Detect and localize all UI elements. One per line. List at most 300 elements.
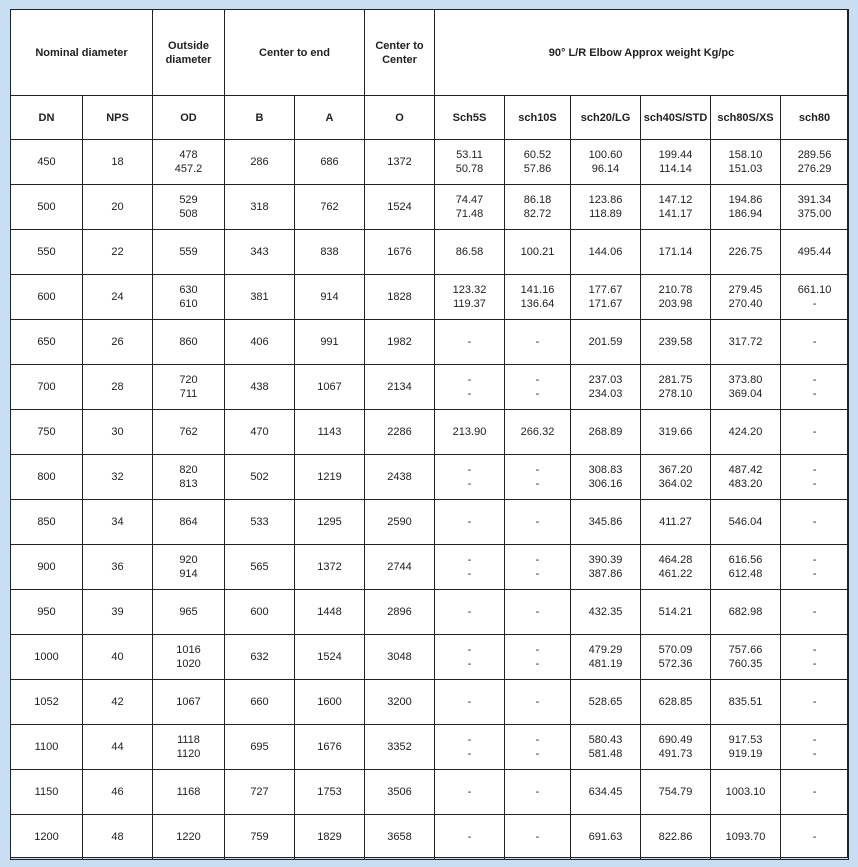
cell-nps: 46 [83, 770, 153, 815]
table-row [11, 635, 849, 680]
cell-value: 690.49 [658, 734, 693, 746]
cell-s40 [641, 140, 711, 185]
cell-value: 71.48 [455, 208, 484, 220]
cell-a: 1295 [295, 500, 365, 545]
elbow-weight-table [10, 9, 849, 860]
cell-value: - [812, 516, 817, 528]
cell-value: 481.19 [588, 658, 623, 670]
table-row [11, 320, 849, 365]
cell-value: - [535, 554, 540, 566]
cell-value: 1220 [176, 831, 201, 843]
col-header-b: B [225, 96, 295, 140]
cell-value: - [812, 606, 817, 618]
cell-od [153, 500, 225, 545]
cell-od [153, 320, 225, 365]
cell-value: - [812, 658, 817, 670]
cell-s10 [505, 680, 571, 725]
cell-nps: 44 [83, 725, 153, 770]
cell-value: 199.44 [658, 149, 693, 161]
cell-value: 369.04 [728, 388, 763, 400]
cell-o: 3658 [365, 815, 435, 860]
cell-value: 616.56 [728, 554, 763, 566]
cell-b: 660 [225, 680, 295, 725]
cell-value: 1020 [176, 658, 201, 670]
cell-dn: 600 [11, 275, 83, 320]
cell-s5 [435, 365, 505, 410]
cell-a: 1524 [295, 635, 365, 680]
cell-value: 171.67 [588, 298, 623, 310]
cell-value: 86.18 [523, 194, 552, 206]
cell-value: 461.22 [658, 568, 693, 580]
cell-s5 [435, 320, 505, 365]
cell-value: - [812, 478, 817, 490]
cell-a: 1143 [295, 410, 365, 455]
cell-value: - [535, 568, 540, 580]
cell-value: - [467, 644, 472, 656]
cell-value: 281.75 [658, 374, 693, 386]
cell-od [153, 410, 225, 455]
cell-s80 [781, 275, 849, 320]
cell-s40 [641, 770, 711, 815]
cell-s10 [505, 140, 571, 185]
cell-s80s [711, 500, 781, 545]
cell-value: 820 [179, 464, 198, 476]
cell-value: 234.03 [588, 388, 623, 400]
cell-o: 3506 [365, 770, 435, 815]
cell-value: 822.86 [658, 831, 693, 843]
cell-value: - [467, 748, 472, 760]
cell-value: 266.32 [520, 426, 555, 438]
weight-title-header: 90° L/R Elbow Approx weight Kg/pc [435, 10, 849, 96]
cell-value: 1168 [176, 786, 201, 798]
cell-s5 [435, 275, 505, 320]
cell-value: 572.36 [658, 658, 693, 670]
cell-od [153, 545, 225, 590]
cell-a: 1067 [295, 365, 365, 410]
cell-od [153, 185, 225, 230]
cell-od [153, 635, 225, 680]
cell-value: - [535, 478, 540, 490]
cell-a: 1676 [295, 725, 365, 770]
cell-dn: 1052 [11, 680, 83, 725]
cell-nps: 48 [83, 815, 153, 860]
cell-value: - [812, 748, 817, 760]
cell-value: 483.20 [728, 478, 763, 490]
cell-s20 [571, 140, 641, 185]
cell-s20 [571, 635, 641, 680]
cell-dn: 1100 [11, 725, 83, 770]
cell-value: 171.14 [658, 246, 693, 258]
cell-value: - [467, 734, 472, 746]
cell-value: 118.89 [589, 208, 622, 220]
cell-s40 [641, 320, 711, 365]
cell-s10 [505, 230, 571, 275]
cell-s80s [711, 230, 781, 275]
cell-nps: 30 [83, 410, 153, 455]
cell-o: 2590 [365, 500, 435, 545]
cell-value: 610 [179, 298, 198, 310]
cell-value: - [535, 374, 540, 386]
cell-value: - [535, 336, 540, 348]
cell-s80 [781, 770, 849, 815]
cell-value: 864 [179, 516, 198, 528]
cell-b: 318 [225, 185, 295, 230]
cell-value: - [467, 696, 472, 708]
cell-s80s [711, 455, 781, 500]
table-row [11, 365, 849, 410]
cell-s20 [571, 455, 641, 500]
cell-dn: 500 [11, 185, 83, 230]
cell-value: - [467, 516, 472, 528]
cell-s10 [505, 185, 571, 230]
cell-dn: 900 [11, 545, 83, 590]
cell-value: 491.73 [658, 748, 693, 760]
cell-nps: 32 [83, 455, 153, 500]
cell-a: 1829 [295, 815, 365, 860]
cell-s80s [711, 410, 781, 455]
cell-s80s [711, 680, 781, 725]
cell-value: 528.65 [588, 696, 623, 708]
cell-value: - [812, 831, 817, 843]
cell-s80 [781, 455, 849, 500]
cell-s80s [711, 140, 781, 185]
cell-s80s [711, 275, 781, 320]
cell-nps: 20 [83, 185, 153, 230]
cell-s20 [571, 815, 641, 860]
cell-value: 581.48 [588, 748, 623, 760]
cell-value: - [467, 568, 472, 580]
cell-value: 367.20 [658, 464, 693, 476]
cell-s80 [781, 140, 849, 185]
cell-value: 464.28 [658, 554, 693, 566]
cell-value: - [535, 464, 540, 476]
cell-value: 96.14 [591, 163, 620, 175]
cell-dn: 700 [11, 365, 83, 410]
cell-s40 [641, 185, 711, 230]
cell-s5 [435, 815, 505, 860]
cell-o: 3352 [365, 725, 435, 770]
cell-s10 [505, 545, 571, 590]
cell-value: 919.19 [728, 748, 763, 760]
cell-value: 479.29 [588, 644, 623, 656]
cell-value: - [535, 831, 540, 843]
col-header-a: A [295, 96, 365, 140]
cell-value: 210.78 [658, 284, 693, 296]
cell-value: 580.43 [588, 734, 623, 746]
cell-od [153, 230, 225, 275]
cell-value: 239.58 [658, 336, 693, 348]
cell-nps: 28 [83, 365, 153, 410]
cell-s80 [781, 815, 849, 860]
cell-value: 270.40 [728, 298, 763, 310]
cell-s20 [571, 320, 641, 365]
outside-diameter-header: Outside diameter [153, 10, 225, 96]
cell-dn: 850 [11, 500, 83, 545]
table-row [11, 410, 849, 455]
cell-value: 276.29 [797, 163, 832, 175]
col-header-sch80s: sch80S/XS [711, 96, 781, 140]
cell-a: 914 [295, 275, 365, 320]
cell-value: - [467, 786, 472, 798]
cell-s80s [711, 545, 781, 590]
cell-value: 100.21 [520, 246, 555, 258]
cell-value: - [812, 644, 817, 656]
cell-o: 1828 [365, 275, 435, 320]
cell-value: - [467, 388, 472, 400]
cell-value: 308.83 [588, 464, 623, 476]
cell-od [153, 275, 225, 320]
cell-value: 86.58 [455, 246, 484, 258]
cell-value: - [535, 658, 540, 670]
cell-value: 375.00 [797, 208, 832, 220]
cell-value: - [467, 554, 472, 566]
cell-value: 432.35 [588, 606, 623, 618]
cell-value: 1118 [177, 734, 200, 746]
cell-value: 965 [179, 606, 198, 618]
cell-s40 [641, 635, 711, 680]
cell-value: 194.86 [728, 194, 763, 206]
cell-value: - [467, 831, 472, 843]
col-header-sch5s: Sch5S [435, 96, 505, 140]
col-header-o: O [365, 96, 435, 140]
cell-s40 [641, 230, 711, 275]
cell-value: 546.04 [728, 516, 763, 528]
cell-s80 [781, 365, 849, 410]
cell-nps: 18 [83, 140, 153, 185]
cell-s40 [641, 500, 711, 545]
cell-s10 [505, 455, 571, 500]
cell-od [153, 590, 225, 635]
cell-value: 559 [179, 246, 198, 258]
cell-value: 123.32 [452, 284, 487, 296]
cell-o: 1372 [365, 140, 435, 185]
center-to-end-header: Center to end [225, 10, 365, 96]
cell-s10 [505, 365, 571, 410]
cell-od [153, 680, 225, 725]
cell-s20 [571, 275, 641, 320]
cell-value: 82.72 [523, 208, 552, 220]
cell-s10 [505, 410, 571, 455]
cell-o: 1982 [365, 320, 435, 365]
cell-value: 319.66 [658, 426, 693, 438]
cell-o: 2438 [365, 455, 435, 500]
cell-dn: 650 [11, 320, 83, 365]
cell-s80s [711, 365, 781, 410]
cell-s40 [641, 455, 711, 500]
cell-s5 [435, 680, 505, 725]
cell-s10 [505, 815, 571, 860]
cell-s5 [435, 635, 505, 680]
cell-value: 144.06 [588, 246, 623, 258]
cell-s5 [435, 770, 505, 815]
cell-value: 119.37 [453, 298, 486, 310]
cell-o: 1676 [365, 230, 435, 275]
cell-s80 [781, 320, 849, 365]
cell-value: - [812, 426, 817, 438]
cell-value: 920 [179, 554, 198, 566]
cell-value: - [467, 478, 472, 490]
header-row-columns [11, 96, 849, 140]
cell-value: 213.90 [452, 426, 487, 438]
cell-dn: 950 [11, 590, 83, 635]
cell-s80 [781, 500, 849, 545]
cell-nps: 42 [83, 680, 153, 725]
cell-value: 50.78 [455, 163, 484, 175]
cell-a: 1448 [295, 590, 365, 635]
cell-b: 438 [225, 365, 295, 410]
cell-o: 2744 [365, 545, 435, 590]
cell-s80s [711, 815, 781, 860]
cell-b: 286 [225, 140, 295, 185]
cell-value: 141.16 [520, 284, 555, 296]
cell-a: 1600 [295, 680, 365, 725]
cell-value: - [467, 464, 472, 476]
cell-b: 565 [225, 545, 295, 590]
cell-value: 1067 [176, 696, 201, 708]
cell-value: 661.10 [797, 284, 832, 296]
cell-o: 2286 [365, 410, 435, 455]
cell-s20 [571, 725, 641, 770]
cell-value: - [812, 374, 817, 386]
cell-value: 860 [179, 336, 198, 348]
table-row [11, 500, 849, 545]
table-frame [10, 9, 848, 858]
cell-b: 600 [225, 590, 295, 635]
cell-value: 424.20 [728, 426, 763, 438]
table-row [11, 230, 849, 275]
cell-s20 [571, 410, 641, 455]
cell-b: 502 [225, 455, 295, 500]
col-header-sch10s: sch10S [505, 96, 571, 140]
cell-value: 57.86 [523, 163, 552, 175]
cell-b: 759 [225, 815, 295, 860]
cell-s10 [505, 590, 571, 635]
cell-s40 [641, 275, 711, 320]
cell-value: 136.64 [520, 298, 555, 310]
cell-value: 201.59 [588, 336, 623, 348]
cell-od [153, 365, 225, 410]
cell-nps: 39 [83, 590, 153, 635]
cell-value: 317.72 [728, 336, 763, 348]
cell-value: - [812, 786, 817, 798]
cell-s40 [641, 680, 711, 725]
cell-value: 529 [179, 194, 198, 206]
cell-value: - [535, 748, 540, 760]
cell-s80s [711, 590, 781, 635]
cell-a: 1372 [295, 545, 365, 590]
cell-value: - [467, 606, 472, 618]
cell-s80s [711, 185, 781, 230]
col-header-sch20: sch20/LG [571, 96, 641, 140]
col-header-sch40s: sch40S/STD [641, 96, 711, 140]
cell-value: 391.34 [797, 194, 832, 206]
cell-b: 727 [225, 770, 295, 815]
cell-s80 [781, 185, 849, 230]
cell-value: 203.98 [658, 298, 693, 310]
col-header-dn: DN [11, 96, 83, 140]
center-to-center-header: Center to Center [365, 10, 435, 96]
cell-b: 533 [225, 500, 295, 545]
table-row [11, 455, 849, 500]
cell-value: - [812, 464, 817, 476]
cell-nps: 34 [83, 500, 153, 545]
table-row [11, 770, 849, 815]
cell-nps: 26 [83, 320, 153, 365]
cell-value: 411.27 [659, 516, 692, 528]
cell-s10 [505, 320, 571, 365]
cell-value: - [467, 374, 472, 386]
cell-value: - [535, 696, 540, 708]
cell-s5 [435, 590, 505, 635]
cell-dn: 1200 [11, 815, 83, 860]
cell-s40 [641, 815, 711, 860]
cell-value: - [812, 734, 817, 746]
cell-a: 1219 [295, 455, 365, 500]
cell-value: 508 [179, 208, 198, 220]
cell-dn: 1150 [11, 770, 83, 815]
table-row [11, 815, 849, 860]
table-row [11, 185, 849, 230]
cell-value: 74.47 [455, 194, 484, 206]
cell-nps: 24 [83, 275, 153, 320]
cell-value: 682.98 [728, 606, 763, 618]
col-header-od: OD [153, 96, 225, 140]
cell-value: 487.42 [728, 464, 763, 476]
cell-value: 457.2 [174, 163, 203, 175]
cell-s20 [571, 230, 641, 275]
cell-dn: 1000 [11, 635, 83, 680]
nominal-diameter-header: Nominal diameter [11, 10, 153, 96]
cell-value: 186.94 [728, 208, 763, 220]
cell-value: 628.85 [658, 696, 693, 708]
cell-s10 [505, 635, 571, 680]
cell-b: 470 [225, 410, 295, 455]
cell-value: 100.60 [588, 149, 623, 161]
cell-value: 373.80 [728, 374, 763, 386]
cell-s40 [641, 410, 711, 455]
cell-value: 364.02 [658, 478, 693, 490]
cell-od [153, 140, 225, 185]
cell-a: 1753 [295, 770, 365, 815]
cell-s10 [505, 500, 571, 545]
cell-value: 630 [179, 284, 198, 296]
cell-dn: 800 [11, 455, 83, 500]
table-row [11, 680, 849, 725]
cell-s5 [435, 140, 505, 185]
cell-o: 2896 [365, 590, 435, 635]
cell-value: 634.45 [588, 786, 623, 798]
cell-s5 [435, 185, 505, 230]
cell-od [153, 455, 225, 500]
cell-nps: 40 [83, 635, 153, 680]
cell-value: 278.10 [658, 388, 693, 400]
cell-value: 917.53 [728, 734, 763, 746]
cell-s5 [435, 455, 505, 500]
cell-value: 147.12 [658, 194, 693, 206]
cell-od [153, 725, 225, 770]
cell-b: 406 [225, 320, 295, 365]
cell-value: - [467, 336, 472, 348]
cell-s10 [505, 275, 571, 320]
cell-value: - [812, 388, 817, 400]
cell-value: 268.89 [588, 426, 623, 438]
cell-o: 2134 [365, 365, 435, 410]
cell-value: 835.51 [728, 696, 763, 708]
cell-s5 [435, 230, 505, 275]
cell-value: - [812, 336, 817, 348]
cell-value: 177.67 [588, 284, 623, 296]
cell-value: 570.09 [658, 644, 693, 656]
